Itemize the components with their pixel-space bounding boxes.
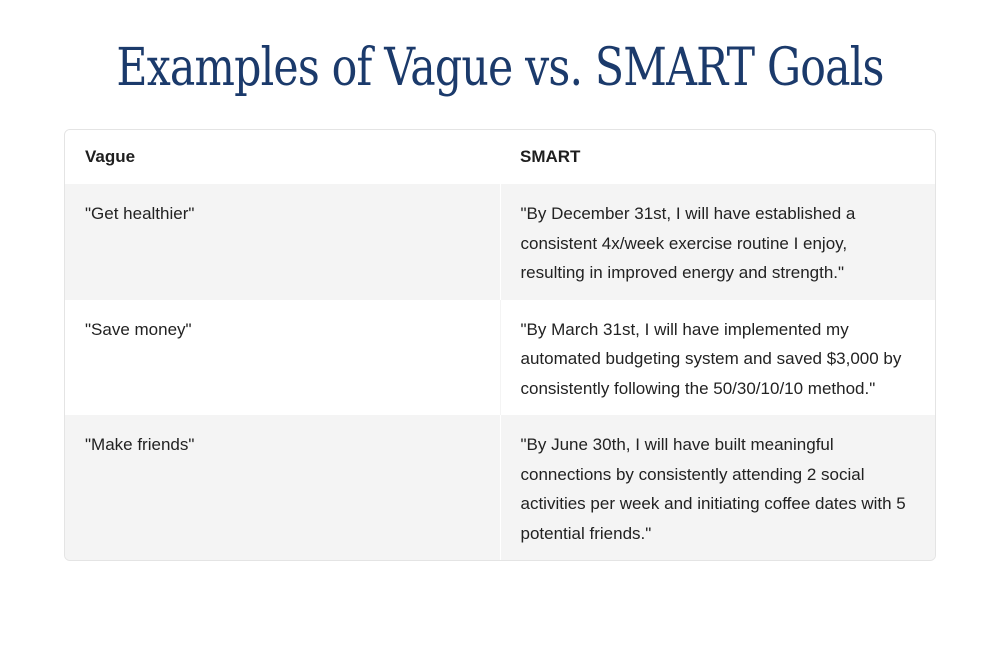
- table-row: [65, 184, 935, 300]
- goals-table: [65, 130, 935, 560]
- table-row: [65, 300, 935, 416]
- vague-goal-cell: "Make friends": [65, 415, 500, 560]
- goals-comparison-table: [64, 129, 936, 561]
- page-title: Examples of Vague vs. SMART Goals: [116, 38, 884, 98]
- table-row: [65, 415, 935, 560]
- vague-goal-cell: "Get healthier": [65, 184, 500, 300]
- column-header-smart: SMART: [500, 130, 935, 184]
- column-header-vague: Vague: [65, 130, 500, 184]
- smart-goal-cell: "By March 31st, I will have implemented my automated budgeting system and saved $3,000 by consistently following the 50/30/10/10 method.": [500, 300, 935, 416]
- smart-goal-cell: "By June 30th, I will have built meaningful connections by consistently attending 2 social activities per week and initiating coffee dates with 5 potential friends.": [500, 415, 935, 560]
- table-header-row: [65, 130, 935, 184]
- smart-goal-cell: "By December 31st, I will have established a consistent 4x/week exercise routine I enjoy, resulting in improved energy and strength.": [500, 184, 935, 300]
- vague-goal-cell: "Save money": [65, 300, 500, 416]
